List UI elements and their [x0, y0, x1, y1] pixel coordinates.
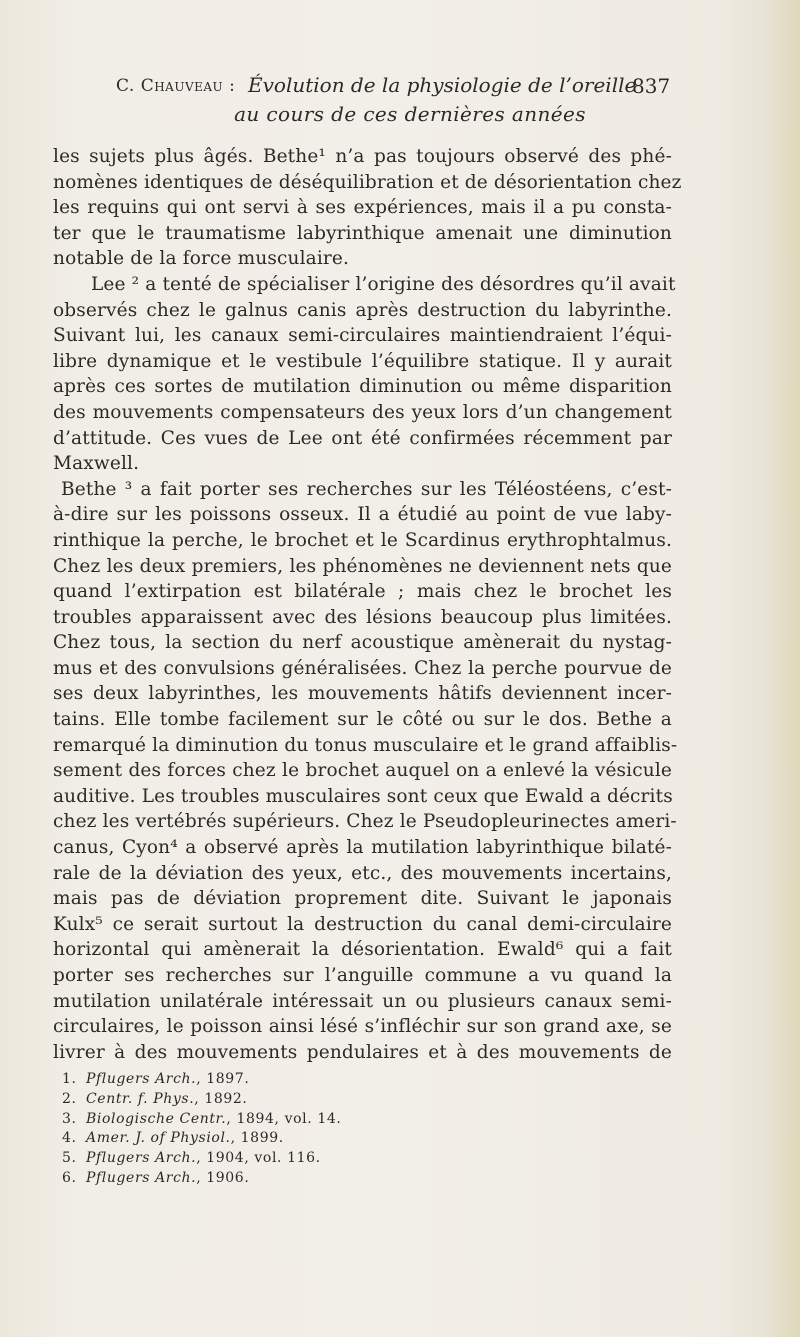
footnote-source: Biologische Centr. [86, 1110, 227, 1127]
text-line: les sujets plus âgés. Bethe¹ n’a pas toujours observé des phé- [53, 146, 672, 167]
text-line: mais pas de déviation proprement dite. Suivant le japonais [53, 888, 672, 910]
text-line: auditive. Les troubles musculaires sont ceux que Ewald a décrits [53, 785, 673, 807]
footnote [62, 1110, 562, 1130]
text-line: horizontal qui amènerait la désorientation. Ewald⁶ qui a fait [53, 939, 672, 961]
footnote-detail: , 1892. [194, 1090, 248, 1107]
footnotes [62, 1070, 562, 1189]
header-subtitle: au cours de ces dernières années [234, 102, 586, 126]
footnote-detail: , 1894, vol. 14. [226, 1110, 342, 1127]
footnote [62, 1090, 562, 1110]
text-line: d’attitude. Ces vues de Lee ont été confirmées récemment par [53, 427, 672, 449]
text-line: porter ses recherches sur l’anguille commune a vu quand la [53, 965, 672, 986]
text-line: les requins qui ont servi à ses expériences, mais il a pu consta- [53, 197, 672, 219]
text-line: rale de la déviation des yeux, etc., des mouvements incertains, [53, 862, 672, 884]
text-line: Suivant lui, les canaux semi-circulaires maintiendraient l’équi- [53, 325, 672, 347]
header-author: C. Chauveau : [116, 76, 236, 96]
text-line: libre dynamique et le vestibule l’équilibre statique. Il y aurait [53, 350, 672, 372]
text-line: remarqué la diminution du tonus musculaire et le grand affaiblis- [53, 734, 678, 756]
footnote-number: 1. [62, 1071, 77, 1087]
text-line: rinthique la perche, le brochet et le Scardinus erythrophtalmus. [53, 529, 672, 551]
text-line: canus, Cyon⁴ a observé après la mutilation labyrinthique bilaté- [53, 837, 672, 859]
text-line: Chez les deux premiers, les phénomènes ne deviennent nets que [53, 555, 672, 577]
text-line: circulaires, le poisson ainsi lésé s’infléchir sur son grand axe, se [53, 1016, 672, 1038]
text-line: mus et des convulsions généralisées. Chez la perche pourvue de [53, 657, 672, 679]
footnote-detail: , 1897. [196, 1071, 250, 1087]
footnote-source: Amer. J. of Physiol. [86, 1130, 231, 1147]
footnote [62, 1070, 562, 1090]
footnote-number: 5. [62, 1150, 77, 1167]
text-line: nomènes identiques de déséquilibration et de désorientation chez [53, 171, 682, 193]
text-line: sement des forces chez le brochet auquel on a enlevé la vésicule [53, 760, 672, 782]
footnote [62, 1149, 562, 1169]
footnote-number: 2. [62, 1090, 77, 1107]
text-line: notable de la force musculaire. [53, 248, 350, 270]
footnote-source: Centr. f. Phys. [86, 1090, 195, 1107]
page-number: 837 [632, 74, 671, 98]
text-line: chez les vertébrés supérieurs. Chez le Pseudopleurinectes ameri- [53, 811, 677, 833]
text-line: mutilation unilatérale intéressait un ou plusieurs canaux semi- [53, 990, 672, 1012]
running-header [0, 73, 800, 126]
footnote-number: 4. [62, 1130, 77, 1147]
text-line: après ces sortes de mutilation diminution ou même disparition [53, 376, 672, 398]
text-line: à-dire sur les poissons osseux. Il a étudié au point de vue laby- [53, 504, 672, 526]
footnote-detail: , 1899. [230, 1130, 284, 1147]
footnote-number: 3. [62, 1110, 77, 1127]
text-line: Bethe ³ a fait porter ses recherches sur les Téléostéens, c’est- [61, 478, 672, 500]
footnote-detail: , 1906. [196, 1169, 250, 1186]
footnote [62, 1129, 562, 1149]
footnote-detail: , 1904, vol. 116. [196, 1150, 321, 1167]
footnote-number: 6. [62, 1169, 77, 1186]
text-line: livrer à des mouvements pendulaires et à des mouvements de [53, 1041, 672, 1063]
text-line: quand l’extirpation est bilatérale ; mais chez le brochet les [53, 581, 672, 603]
text-line: des mouvements compensateurs des yeux lors d’un changement [53, 401, 672, 423]
footnote [62, 1169, 562, 1189]
text-line: ses deux labyrinthes, les mouvements hâtifs deviennent incer- [53, 683, 672, 705]
header-title: Évolution de la physiologie de l’oreille [248, 73, 637, 97]
text-line: Chez tous, la section du nerf acoustique amènerait du nystag- [53, 632, 672, 654]
body-text [53, 144, 682, 1065]
text-line: Lee ² a tenté de spécialiser l’origine des désordres qu’il avait [91, 273, 676, 295]
text-line: tains. Elle tombe facilement sur le côté ou sur le dos. Bethe a [53, 709, 672, 731]
footnote-source: Pflugers Arch. [86, 1150, 197, 1167]
footnote-source: Pflugers Arch. [86, 1169, 197, 1186]
text-line: troubles apparaissent avec des lésions beaucoup plus limitées. [53, 606, 672, 628]
text-line: Kulx⁵ ce serait surtout la destruction du canal demi-circulaire [53, 913, 672, 935]
text-line: Maxwell. [53, 453, 140, 475]
text-line: observés chez le galnus canis après destruction du labyrinthe. [53, 299, 672, 321]
footnote-source: Pflugers Arch. [86, 1071, 197, 1087]
text-line: ter que le traumatisme labyrinthique amenait une diminution [53, 222, 672, 244]
